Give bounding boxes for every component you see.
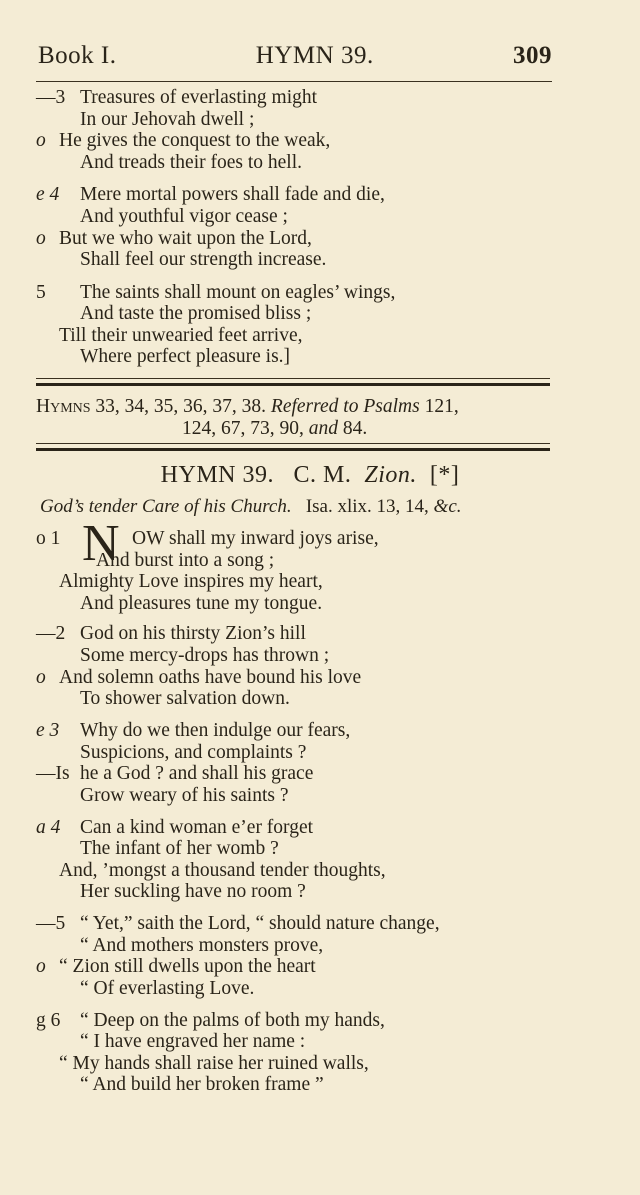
verse-text: “ I have engraved her name :	[80, 1031, 306, 1052]
references-line-2	[182, 418, 640, 440]
verse-text: Grow weary of his saints ?	[80, 785, 289, 806]
and-label: and	[308, 418, 338, 439]
verse-mark: —2	[36, 623, 66, 644]
hymn-numbers: 33, 34, 35, 36, 37, 38.	[95, 396, 267, 417]
verse-mark: o 1	[36, 528, 61, 549]
hymn-number-heading: HYMN 39.	[255, 42, 374, 69]
verse-text: But we who wait upon the Lord,	[59, 228, 312, 249]
verse-mark: o	[36, 667, 46, 688]
verse-mark: g 6	[36, 1010, 61, 1031]
verse-text: And treads their foes to hell.	[80, 152, 303, 173]
verse-text: The infant of her womb ?	[80, 838, 279, 859]
verse-mark: —3	[36, 87, 66, 108]
referred-label: Referred to Psalms	[270, 396, 420, 417]
hymn-title	[0, 462, 620, 489]
book-label: Book I.	[38, 42, 117, 69]
references-line-1	[36, 396, 556, 418]
verse-text: Suspicions, and complaints ?	[80, 742, 307, 763]
verse-text: Almighty Love inspires my heart,	[59, 571, 323, 592]
verse-mark: —Is	[36, 763, 70, 784]
scripture-etc: &c.	[433, 496, 462, 517]
hymn-title-main: HYMN 39. C. M.	[160, 462, 352, 488]
running-header	[38, 42, 552, 76]
verse-mark: a 4	[36, 817, 61, 838]
section-rule	[36, 378, 550, 386]
verse-text: In our Jehovah dwell ;	[80, 109, 255, 130]
drop-cap-letter: N	[82, 515, 120, 572]
section-rule-2	[36, 443, 550, 451]
verse-mark: o	[36, 228, 46, 249]
verse-text: “ And build her broken frame ”	[80, 1074, 324, 1095]
verse-text: “ And mothers monsters prove,	[80, 935, 324, 956]
verse-text: Mere mortal powers shall fade and die,	[80, 184, 385, 205]
verse-text: “ Of everlasting Love.	[80, 978, 255, 999]
verse-text: Where perfect pleasure is.]	[80, 346, 291, 367]
verse-mark: e 3	[36, 720, 60, 741]
scripture-ref: Isa. xlix. 13, 14,	[305, 496, 429, 517]
verse-text: He gives the conquest to the weak,	[59, 130, 331, 151]
tune-mark: [*]	[429, 462, 460, 488]
verse-text: Can a kind woman e’er forget	[80, 817, 314, 838]
verse-text: And youthful vigor cease ;	[80, 206, 288, 227]
verse-mark: o	[36, 130, 46, 151]
verse-text: And pleasures tune my tongue.	[80, 593, 323, 614]
verse-text: he a God ? and shall his grace	[80, 763, 314, 784]
verse-text: And solemn oaths have bound his love	[59, 667, 362, 688]
verse-text: And, ’mongst a thousand tender thoughts,	[59, 860, 386, 881]
verse-text: Why do we then indulge our fears,	[80, 720, 351, 741]
verse-text: The saints shall mount on eagles’ wings,	[80, 282, 396, 303]
verse-text: And burst into a song ;	[96, 550, 275, 571]
verse-text: “ Deep on the palms of both my hands,	[80, 1010, 385, 1031]
verse-mark: e 4	[36, 184, 60, 205]
verse-text: Some mercy-drops has thrown ;	[80, 645, 330, 666]
references-line-1-end: 121,	[424, 396, 459, 417]
verse-text: To shower salvation down.	[80, 688, 290, 709]
verse-text: And taste the promised bliss ;	[80, 303, 312, 324]
page-number: 309	[513, 42, 552, 69]
header-rule	[36, 81, 552, 82]
tune-name: Zion.	[364, 462, 417, 488]
verse-text: Till their unwearied feet arrive,	[59, 325, 303, 346]
verse-text: Her suckling have no room ?	[80, 881, 306, 902]
verse-text: “ My hands shall raise her ruined walls,	[59, 1053, 369, 1074]
verse-mark: —5	[36, 913, 66, 934]
verse-text: Treasures of everlasting might	[80, 87, 318, 108]
verse-text: Shall feel our strength increase.	[80, 249, 327, 270]
verse-text: “ Yet,” saith the Lord, “ should nature change,	[80, 913, 440, 934]
hymns-label: Hymns	[36, 396, 91, 417]
verse-text: “ Zion still dwells upon the heart	[59, 956, 316, 977]
references-last: 84.	[342, 418, 368, 439]
verse-text: God on his thirsty Zion’s hill	[80, 623, 306, 644]
verse-mark: 5	[36, 282, 46, 303]
subtitle-text: God’s tender Care of his Church.	[40, 496, 292, 517]
verse-mark: o	[36, 956, 46, 977]
verse-text: OW shall my inward joys arise,	[132, 528, 379, 549]
references-numbers-2: 124, 67, 73, 90,	[182, 418, 304, 439]
